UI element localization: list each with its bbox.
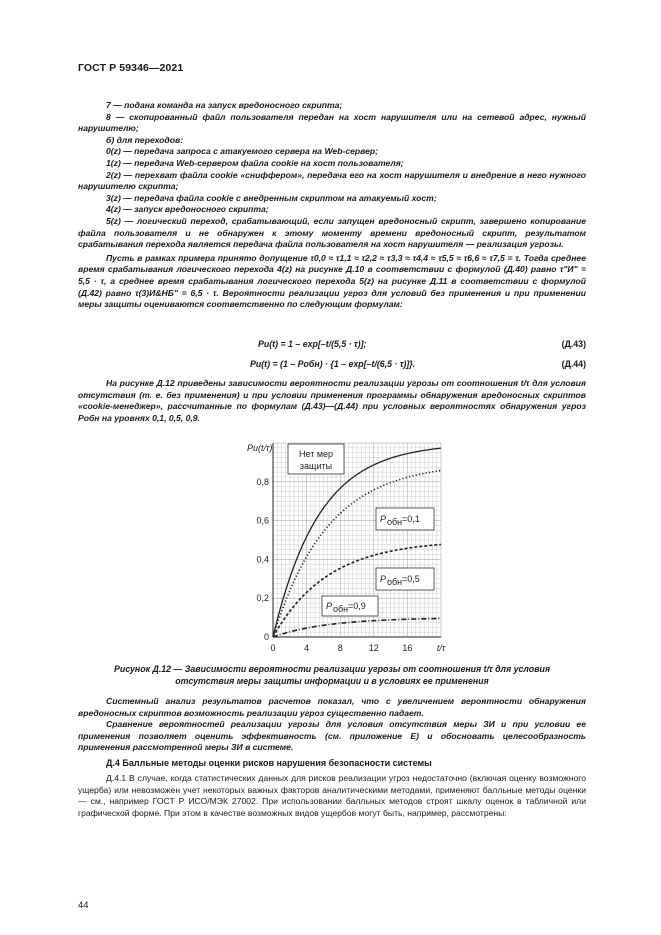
- caption-line: отсутствия меры защиты информации и в условиях ее применения: [175, 676, 489, 686]
- legend-p09: [322, 596, 378, 616]
- list-item: 3(z) — передача файла cookie с внедренным скриптом на атакуемый хост;: [106, 192, 437, 203]
- x-tick-label: 8: [337, 643, 343, 653]
- x-tick-label: t/τ: [436, 643, 446, 653]
- legend-p-symbol: P: [380, 514, 387, 524]
- x-tick-label: 12: [368, 643, 379, 653]
- example-paragraph: Пусть в рамках примера принято допущение τ0,0 ≈ τ1,1 ≈ τ2,2 ≈ τ3,3 ≈ τ4,4 ≈ τ5,5 ≈ τ6,6 ≈ τ7,5 = τ. Тогда среднее время срабатывания логического перехода 4(z) на рисунке Д.10 в соответствии с формулой (Д.40) равно τ"И" = 5,5 · τ, а среднее время срабатывания логического перехода 5(z) на рисунке Д.11 в соответствии с формулой (Д.42) равно τ(3)И&НБ" = 6,5 · τ. Вероятности реализации угроз для условий без применения и при применении меры защиты оцениваются соответственно по следующим формулам:: [78, 252, 586, 310]
- section-paragraph: Д.4.1 В случае, когда статистических данных для рисков реализации угроз недостаточно (включая оценку возможного ущерба) или невозможен учет некоторых важных факторов аналитическими методами, применяют балльные методы оценки — см., например ГОСТ Р ИСО/МЭК 27002. При использовании балльных методов строят шкалу оценок в табличной или графической форме. При этом в качестве возможных видов ущербов могут быть, например, рассмотрены:: [78, 773, 586, 818]
- y-tick-label: 0,8: [256, 476, 269, 487]
- document-header: ГОСТ Р 59346—2021: [78, 62, 184, 74]
- list-item: 7 — подана команда на запуск вредоносного скрипта;: [106, 100, 343, 110]
- formula-expression: Pu(t) = 1 – exp[–t/(5,5 · τ)];: [258, 339, 367, 349]
- legend-p-symbol: P: [326, 601, 333, 611]
- conclusion-paragraph: Сравнение вероятностей реализации угрозы для условия отсутствия меры ЗИ и при условии ее применения позволяет оценить эффективность (см. приложение Е) и обосновать целесообразность применения рассмотренной меры ЗИ в системе.: [78, 719, 586, 753]
- list-item: 8 — скопированный файл пользователя передан на хост нарушителя или на сетевой адрес, нужный нарушителю;: [78, 111, 586, 134]
- y-tick-label: 0,4: [256, 554, 269, 565]
- legend-value: =0,5: [402, 574, 420, 584]
- formula-number: (Д.43): [561, 339, 586, 349]
- conclusion-paragraph: Системный анализ результатов расчетов показал, что с увеличением вероятности обнаружения вредоносных скриптов возможность реализации угроз существенно падает.: [78, 696, 586, 718]
- y-tick-label: 0,6: [256, 515, 269, 526]
- legend-p05: [376, 568, 434, 590]
- legend-text: Нет мер: [298, 449, 334, 459]
- legend-p-symbol: P: [380, 574, 387, 584]
- formula-expression: Pu(t) = (1 – Pобн) · {1 – exp[–t/(6,5 · τ)]}.: [250, 359, 416, 369]
- y-tick-label: 0: [263, 632, 269, 642]
- list-item: 5(z) — логический переход, срабатывающий, если запущен вредоносный скрипт, завершено копирование файла пользователя и не обнаружен к этому моменту времени вредоносный скрипт, результатом срабатывания перехода является передача файла пользователя на хост нарушителя — реализация угрозы.: [78, 215, 586, 250]
- figure-intro-paragraph: На рисунке Д.12 приведены зависимости вероятности реализации угрозы от соотношения t/τ для условия отсутствия (т. е. без применения) и при условии применения программы обнаружения вредоносных скриптов «cookie-менеджер», рассчитанные по формулам (Д.43)—(Д.44) при условных вероятностях обнаружения угроз Pобн на уровнях 0,1, 0,5, 0,9.: [78, 378, 586, 423]
- legend-no-protection: [288, 444, 344, 474]
- y-axis-label: Pu(t/τ): [247, 443, 273, 453]
- page-number: 44: [78, 900, 89, 911]
- legend-p-subscript: обн: [333, 604, 349, 614]
- legend-p-subscript: обн: [387, 517, 403, 527]
- x-tick-label: 0: [270, 643, 276, 653]
- list-item: б) для переходов:: [106, 134, 184, 145]
- list-item: 1(z) — передача Web-сервером файла cookie на хост пользователя;: [106, 157, 404, 168]
- legend-p01: [376, 508, 434, 530]
- formula-number: (Д.44): [561, 359, 586, 369]
- section-body: [78, 773, 586, 819]
- list-item: 2(z) — перехват файла cookie «сниффером», передача его на хост нарушителя и внедрение в него нужного нарушителю скрипта;: [78, 169, 586, 192]
- legend-p-subscript: обн: [387, 577, 403, 587]
- x-tick-label: 4: [304, 643, 310, 653]
- x-tick-label: 16: [402, 643, 413, 653]
- section-title: Д.4 Балльные методы оценки рисков нарушения безопасности системы: [106, 758, 432, 768]
- legend-value: =0,9: [348, 601, 366, 611]
- list-item: 0(z) — передача запроса с атакуемого сервера на Web-сервер;: [106, 146, 378, 157]
- legend-text: защиты: [299, 461, 333, 471]
- legend-value: =0,1: [402, 514, 420, 524]
- figure-caption: [78, 663, 586, 687]
- caption-line: Рисунок Д.12 — Зависимости вероятности реализации угрозы от соотношения t/τ для условия: [113, 664, 551, 674]
- y-tick-label: 0,2: [256, 593, 269, 604]
- list-item: 4(z) — запуск вредоносного скрипта;: [106, 204, 269, 215]
- conclusion-block: [78, 696, 586, 754]
